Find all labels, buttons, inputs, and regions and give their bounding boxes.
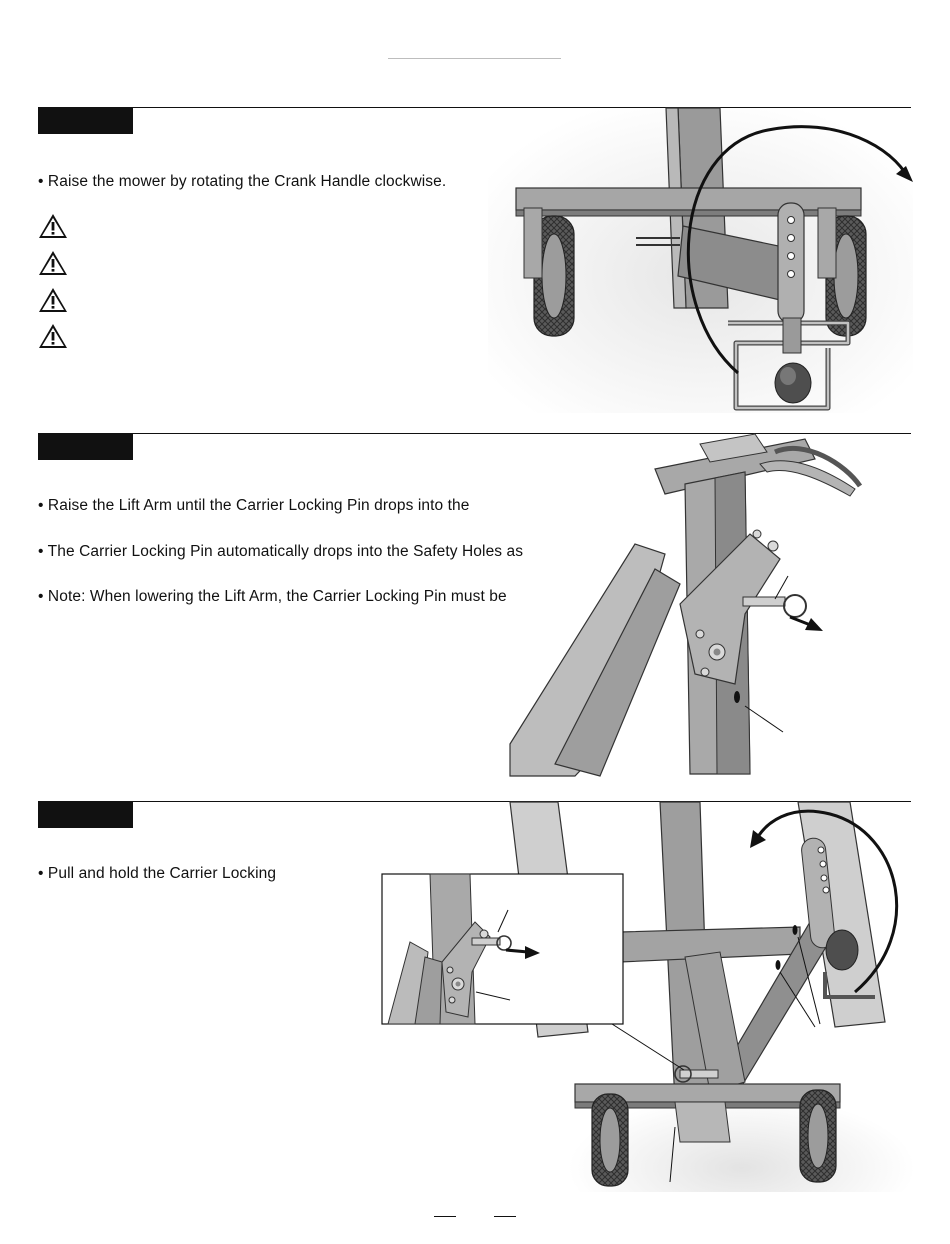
figure-crank-handle	[488, 108, 913, 413]
page-title-rule	[388, 58, 561, 59]
section-3-bullet-1: • Pull and hold the Carrier Locking	[38, 865, 277, 882]
footer-blank-right	[494, 1216, 516, 1217]
section-2-bullet-2: • The Carrier Locking Pin automatically drops into the Safety Holes as	[38, 543, 524, 560]
section-1-step-tab	[38, 108, 133, 134]
section-2-bullet-3: • Note: When lowering the Lift Arm, the Carrier Locking Pin must be	[38, 588, 507, 605]
figure-locking-pin	[505, 434, 910, 776]
section-2-bullet-1: • Raise the Lift Arm until the Carrier Locking Pin drops into the	[38, 497, 470, 514]
section-2-step-tab	[38, 434, 133, 460]
section-1-bullet-1: • Raise the mower by rotating the Crank Handle clockwise.	[38, 173, 447, 190]
figure-carrier-rear-view	[380, 802, 915, 1192]
warning-icon	[38, 287, 68, 313]
warning-icon	[38, 323, 68, 349]
section-3-step-tab	[38, 802, 133, 828]
warning-icon	[38, 213, 68, 239]
warning-icon	[38, 250, 68, 276]
footer-blank-left	[434, 1216, 456, 1217]
